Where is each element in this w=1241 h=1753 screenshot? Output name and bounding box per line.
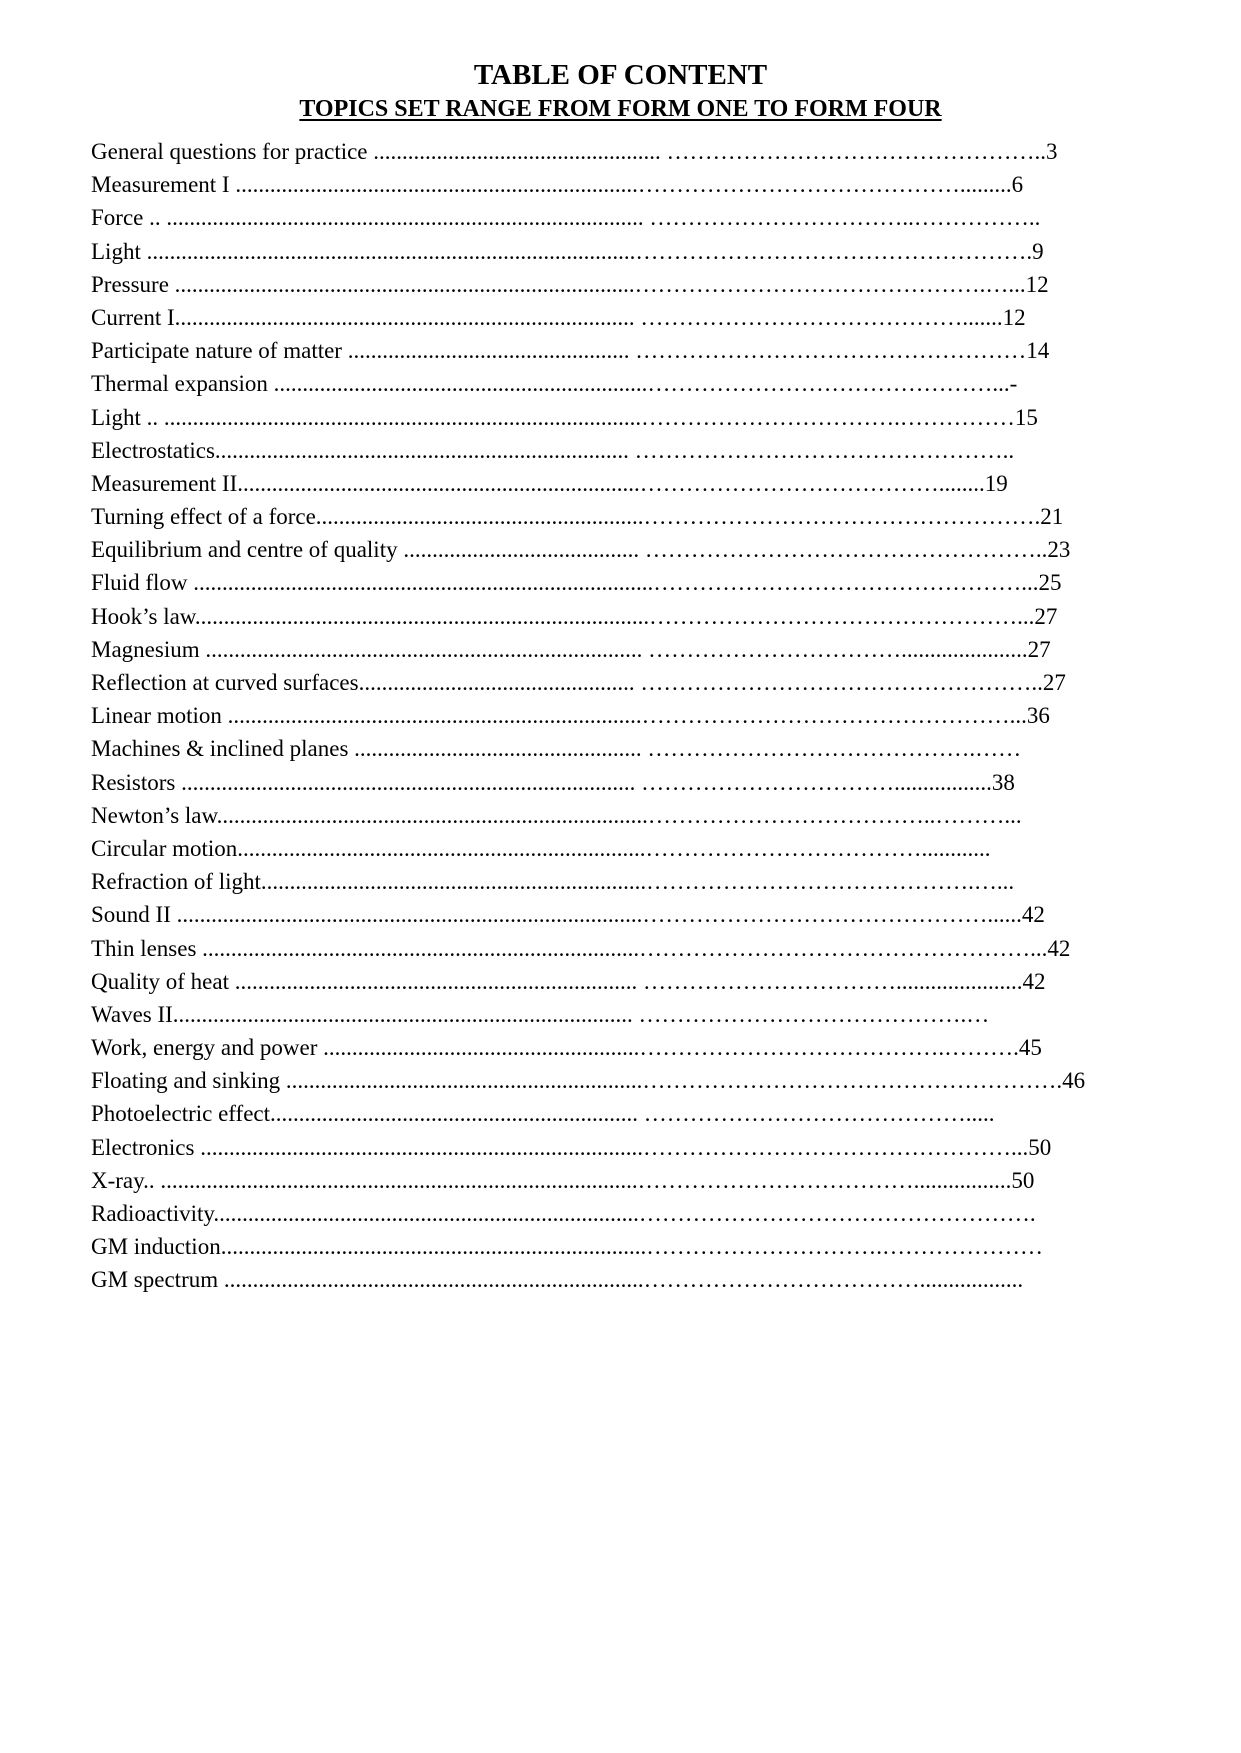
toc-entry-text: Turning effect of a force.........................................................…………………………………………….21 [91, 504, 1064, 530]
toc-entry-text: Pressure ................................................................................……………………………………….…...12 [91, 271, 1049, 297]
list-item [0, 966, 1241, 999]
list-item [0, 236, 1241, 269]
list-item [0, 302, 1241, 335]
toc-entry-text: Photoelectric effect................................................................ ……………………………………..... [91, 1101, 995, 1127]
toc-entry-text: GM induction..........................................................................………………………….………………… [91, 1234, 1043, 1260]
list-item [0, 534, 1241, 567]
toc-entry-text: Hook’s law...............................................................................…………………………………………...27 [91, 603, 1058, 629]
table-of-contents-list [0, 136, 1241, 1298]
list-item [0, 1032, 1241, 1065]
list-item [0, 1132, 1241, 1165]
toc-entry-text: Electrostatics........................................................................ ………………………………………….. [91, 437, 1015, 463]
list-item [0, 700, 1241, 733]
toc-entry-text: Fluid flow ................................................................................…………………………………………...25 [91, 570, 1062, 596]
toc-entry-text: Linear motion ........................................................................…………………………………………...36 [91, 703, 1050, 729]
toc-entry-text: Force .. ................................................................................... ……………………………..…………….. [91, 205, 1041, 231]
list-item [0, 269, 1241, 302]
list-item [0, 136, 1241, 169]
toc-entry-text: Newton’s law...........................................................................………………………………..………... [91, 802, 1022, 828]
toc-entry-text: Sound II .................................................................................………………………………………......42 [91, 902, 1045, 928]
list-item [0, 169, 1241, 202]
toc-entry-text: General questions for practice .................................................. …………………………………………..3 [91, 139, 1058, 164]
list-item [0, 999, 1241, 1032]
list-item [0, 435, 1241, 468]
list-item [0, 567, 1241, 600]
list-item [0, 1231, 1241, 1264]
toc-entry-text: Light .. ...................................................................................…………………………….……………15 [91, 404, 1038, 430]
toc-entry-text: Floating and sinking ..............................................................……………………………………………….46 [91, 1068, 1086, 1094]
toc-entry-text: Refraction of light...................................................................…………………………………….…... [91, 869, 1015, 895]
toc-entry-text: Quality of heat ...................................................................... ……………………………......................42 [91, 968, 1046, 994]
toc-entry-text: Measurement II......................................................................…………………………………........19 [91, 470, 1008, 496]
toc-entry-text: Waves II................................................................................ …………………………………….… [91, 1001, 990, 1027]
list-item [0, 1264, 1241, 1297]
list-item [0, 1165, 1241, 1198]
list-item [0, 833, 1241, 866]
toc-entry-text: GM spectrum .........................................................................……………………………….................. [91, 1267, 1024, 1293]
list-item [0, 468, 1241, 501]
page-title: TABLE OF CONTENT [473, 59, 768, 91]
list-item [0, 601, 1241, 634]
toc-entry-text: Magnesium ............................................................................ ……………………………......................27 [91, 636, 1051, 662]
toc-entry-text: X-ray.. ...................................................................................……………………………….................50 [91, 1167, 1035, 1193]
toc-entry-text: Electronics .............................................................................…………………………………………...50 [91, 1134, 1052, 1160]
list-item [0, 866, 1241, 899]
list-item [0, 800, 1241, 833]
toc-entry-text: Work, energy and power .......................................................………………………………….……….45 [91, 1035, 1042, 1061]
list-item [0, 767, 1241, 800]
toc-entry-text: Resistors ............................................................................... …………………………….................38 [91, 769, 1015, 795]
list-item [0, 501, 1241, 534]
list-item [0, 202, 1241, 235]
toc-entry-text: Thin lenses ............................................................................……………………………………………...42 [91, 935, 1071, 961]
list-item [0, 667, 1241, 700]
toc-entry-text: Equilibrium and centre of quality ......................................... ……………………………………………..23 [91, 537, 1071, 563]
toc-entry-text: Circular motion.......................................................................………………………………............ [91, 835, 991, 861]
toc-entry-text: Light .....................................................................................…………………………………………….9 [91, 238, 1044, 264]
list-item [0, 335, 1241, 368]
list-item [0, 1198, 1241, 1231]
list-item [0, 733, 1241, 766]
toc-entry-text: Thermal expansion .................................................................………………………………………...- [91, 371, 1018, 397]
toc-entry-text: Participate nature of matter ................................................. ……………………………………………14 [91, 338, 1050, 364]
list-item [0, 1098, 1241, 1131]
toc-entry-text: Current I................................................................................ …………………………………….......12 [91, 304, 1026, 330]
toc-entry-text: Reflection at curved surfaces................................................ ……………………………………………..27 [91, 670, 1066, 695]
toc-entry-text: Measurement I ......................................................................…………………………………….........6 [91, 172, 1024, 198]
list-item [0, 899, 1241, 932]
list-item [0, 402, 1241, 435]
toc-entry-text: Radioactivity..........................................................................……………………………………………. [91, 1201, 1036, 1226]
list-item [0, 368, 1241, 401]
toc-entry-text: Machines & inclined planes .................................................. …………………………………….…… [91, 736, 1022, 762]
list-item [0, 634, 1241, 667]
page-subtitle: TOPICS SET RANGE FROM FORM ONE TO FORM FOUR [299, 96, 942, 122]
list-item [0, 933, 1241, 966]
list-item [0, 1065, 1241, 1098]
